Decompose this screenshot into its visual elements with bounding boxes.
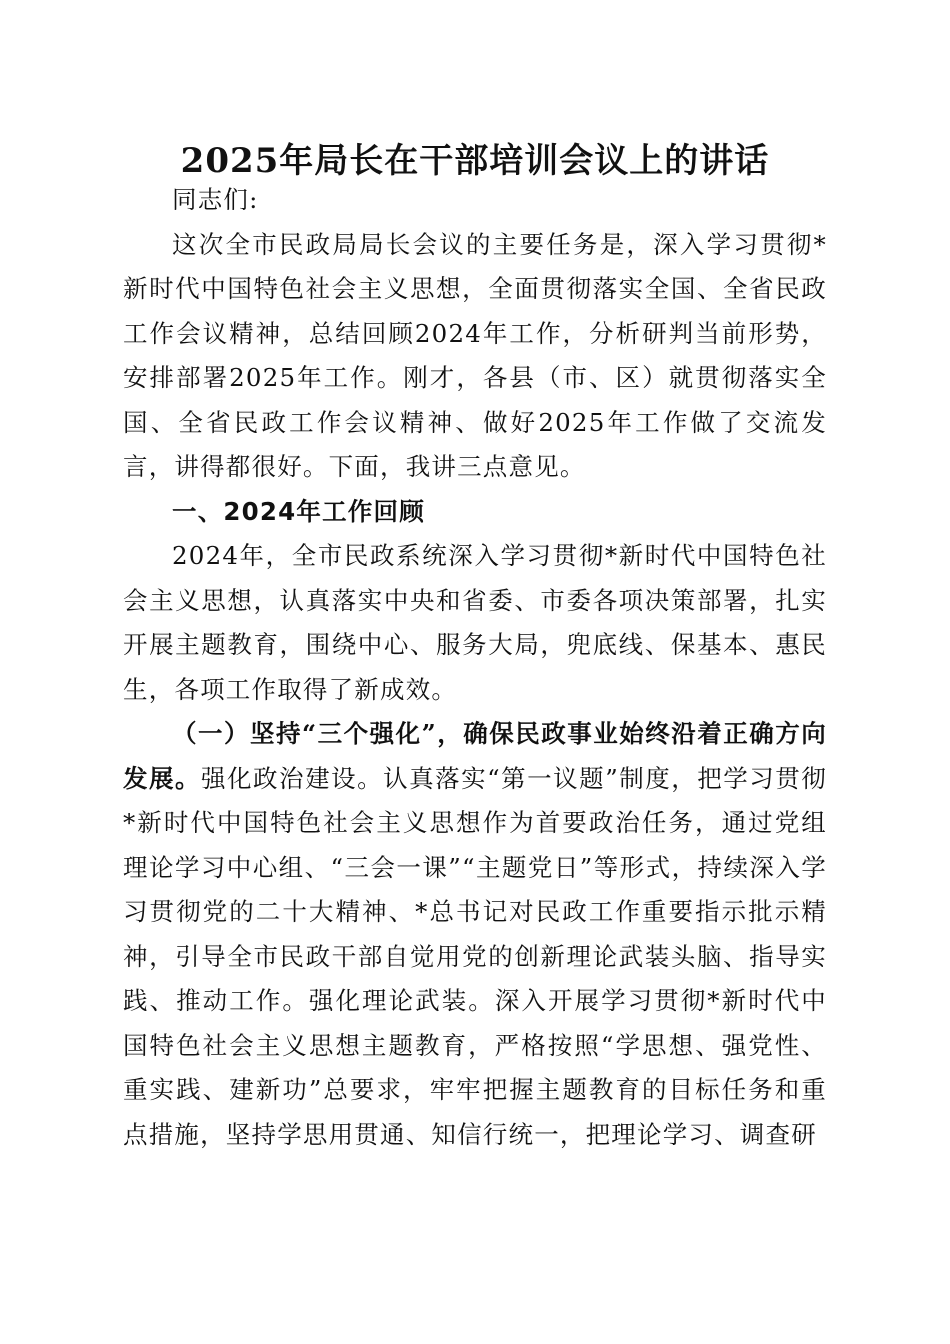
page-title: 2025年局长在干部培训会议上的讲话 (180, 141, 770, 181)
subsection-heading-1: （一）坚持“三个强化”，确保民政事业始终沿着正确方向发展。 (123, 719, 827, 793)
salutation: 同志们: (172, 185, 259, 214)
section-heading-1: 一、2024年工作回顾 (172, 496, 425, 526)
subsection-1-paragraph (123, 712, 827, 1157)
document-body (123, 178, 827, 1157)
section-1-paragraph: 2024年，全市民政系统深入学习贯彻*新时代中国特色社会主义思想，认真落实中央和省委、市委各项决策部署，扎实开展主题教育，围绕中心、服务大局，兜底线、保基本、惠民生，各项工作取得了新成效。 (123, 541, 827, 704)
intro-paragraph: 这次全市民政局局长会议的主要任务是，深入学习贯彻*新时代中国特色社会主义思想，全面贯彻落实全国、全省民政工作会议精神，总结回顾2024年工作，分析研判当前形势，安排部署2025年工作。刚才，各县（市、区）就贯彻落实全国、全省民政工作会议精神、做好2025年工作做了交流发言，讲得都很好。下面，我讲三点意见。 (123, 229, 827, 481)
subsection-1-body: 强化政治建设。认真落实“第一议题”制度，把学习贯彻*新时代中国特色社会主义思想作为首要政治任务，通过党组理论学习中心组、“三会一课”“主题党日”等形式，持续深入学习贯彻党的二十大精神、*总书记对民政工作重要指示批示精神，引导全市民政干部自觉用党的创新理论武装头脑、指导实践、推动工作。强化理论武装。深入开展学习贯彻*新时代中国特色社会主义思想主题教育，严格按照“学思想、强党性、重实践、建新功”总要求，牢牢把握主题教育的目标任务和重点措施，坚持学思用贯通、知信行统一，把理论学习、调查研 (123, 763, 827, 1149)
